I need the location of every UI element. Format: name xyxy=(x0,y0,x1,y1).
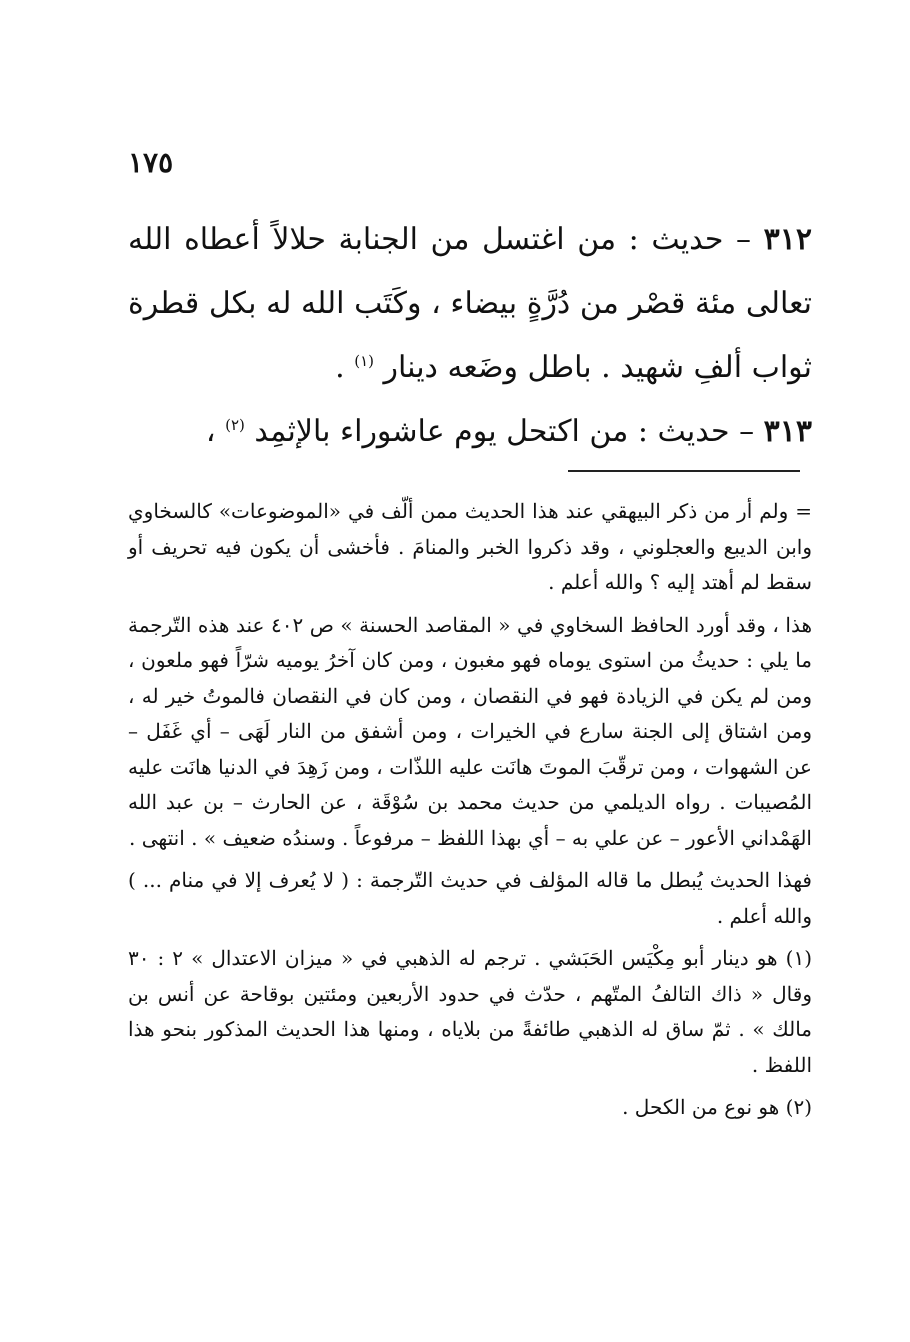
footnote-ref-2: (٢) xyxy=(225,416,245,434)
footnote-continuation: = ولم أر من ذكر البيهقي عند هذا الحديث ممن ألّف في «الموضوعات» كالسخاوي وابن الديبع والعجلوني ، وقد ذكروا الخبر والمنامَ . فأخشى أن يكون فيه تحريف أو سقط لم أهتد إليه ؟ والله أعلم . xyxy=(128,499,812,594)
page-number: ١٧٥ xyxy=(128,146,174,179)
hadith-313-paragraph xyxy=(128,400,812,464)
footnote-conclusion: فهذا الحديث يُبطل ما قاله المؤلف في حديث التّرجمة : ( لا يُعرف إلا في منام ... ) والله أعلم . xyxy=(128,868,812,928)
hadith-312-number: ٣١٢ xyxy=(763,222,812,257)
footnote-2: (٢) هو نوع من الكحل . xyxy=(622,1095,812,1119)
hadith-313 xyxy=(128,400,812,464)
hadith-313-end: ، xyxy=(205,414,226,449)
footnote-sakhawi-quote: هذا ، وقد أورد الحافظ السخاوي في « المقاصد الحسنة » ص ٤٠٢ عند هذه التّرجمة ما يلي : حديثُ من استوى يوماه فهو مغبون ، ومن كان آخرُ يوميه شرّاً فهو ملعون ، ومن لم يكن في الزيادة فهو في النقصان ، ومن كان في النقصان فالموتُ خير له ، ومن اشتاق إلى الجنة سارع في الخيرات ، ومن أشفق من النار لَهَى – أي غَفَل – عن الشهوات ، ومن ترقّبَ الموتَ هانَت عليه اللذّات ، ومن زَهِدَ في الدنيا هانَت عليه المُصيبات . رواه الديلمي من حديث محمد بن سُوْقَة ، عن الحارث – بن عبد الله الهَمْداني الأعور – عن علي به – أي بهذا اللفظ – مرفوعاً . وسندُه ضعيف » . انتهى . xyxy=(128,612,813,850)
footnote-separator xyxy=(568,470,800,472)
hadith-312-paragraph xyxy=(128,208,812,400)
footnote-ref-1: (١) xyxy=(354,352,374,370)
hadith-312 xyxy=(128,208,812,400)
hadith-312-end: . xyxy=(335,350,355,385)
hadith-312-text: – حديث : من اغتسل من الجنابة حلالاً أعطاه الله تعالى مئة قصْر من دُرَّةٍ بيضاء ، وكَتَب الله له بكل قطرة ثواب ألفِ شهيد . باطل وضَعه دينار xyxy=(128,222,812,385)
footnote-1: (١) هو دينار أبو مِكْيَس الحَبَشي . ترجم له الذهبي في « ميزان الاعتدال » ٢ : ٣٠ وقال « ذاك التالفُ المتّهم ، حدّث في حدود الأربعين ومئتين بوقاحة عن أنس بن مالك » . ثمّ ساق له الذهبي طائفةً من بلاياه ، ومنها هذا الحديث المذكور بنحو هذا اللفظ . xyxy=(128,946,812,1077)
footnotes-section xyxy=(128,494,812,1133)
hadith-313-text: – حديث : من اكتحل يوم عاشوراء بالإثمِد xyxy=(254,414,755,449)
hadith-313-number: ٣١٣ xyxy=(763,414,812,449)
